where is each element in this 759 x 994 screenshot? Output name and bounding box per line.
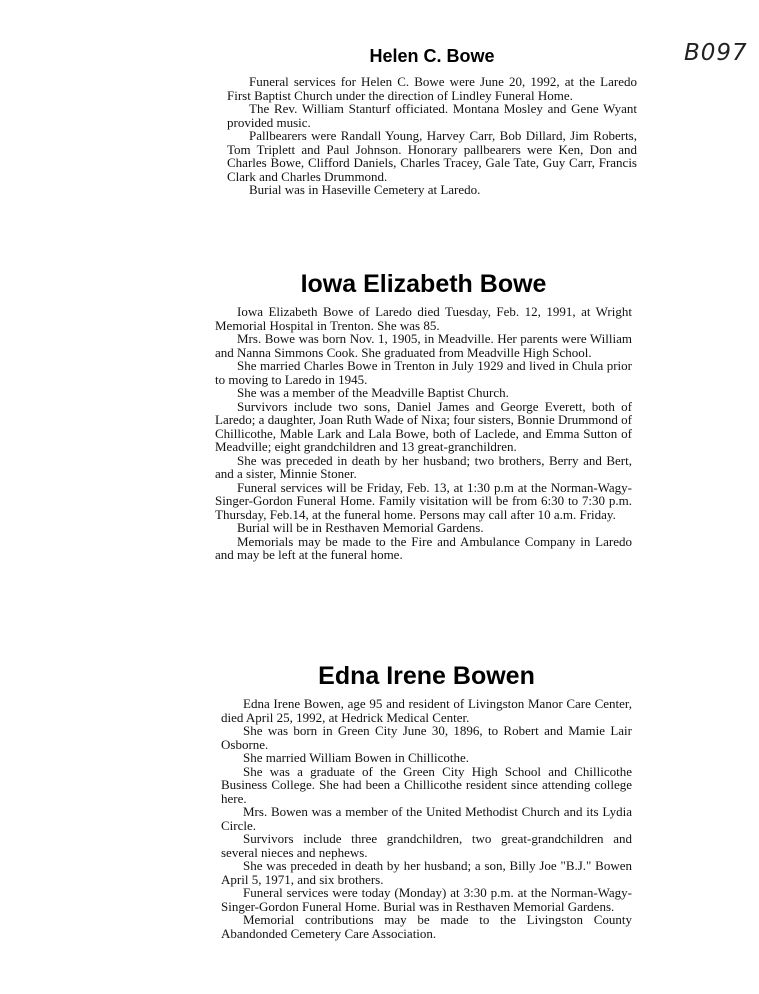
obituary-paragraph: She was preceded in death by her husband; a son, Billy Joe "B.J." Bowen April 5, 1971, and six brothers.	[221, 858, 632, 887]
obituary-iowa-elizabeth-bowe	[215, 270, 632, 562]
obituary-paragraph: Iowa Elizabeth Bowe of Laredo died Tuesday, Feb. 12, 1991, at Wright Memorial Hospital in Trenton. She was 85.	[215, 304, 632, 333]
obituary-title: Edna Irene Bowen	[318, 662, 535, 690]
obituary-paragraph: Survivors include two sons, Daniel James and George Everett, both of Laredo; a daughter, Joan Ruth Wade of Nixa; four sisters, Bonnie Drummond of Chillicothe, Mable Lark and Lala Bowe, both of Laclede, and Emma Sutton of Meadville; eight grandchildren and 13 great-granchildren.	[215, 398, 632, 454]
obituary-helen-c-bowe	[227, 46, 637, 197]
page-id-annotation: B097	[684, 40, 748, 66]
obituary-edna-irene-bowen	[221, 662, 632, 940]
obituary-paragraph: Pallbearers were Randall Young, Harvey Carr, Bob Dillard, Jim Roberts, Tom Triplett and Paul Johnson. Honorary pallbearers were Ken, Don and Charles Bowe, Clifford Daniels, Charles Tracey, Gale Tate, Guy Carr, Francis Clark and Charles Drummond.	[227, 128, 637, 184]
obituary-paragraph: Burial will be in Resthaven Memorial Gardens.	[237, 520, 484, 535]
obituary-paragraph: Survivors include three grandchildren, two great-grandchildren and several nieces and nephews.	[221, 831, 632, 860]
obituary-paragraph: Memorial contributions may be made to the Livingston County Abandonded Cemetery Care Association.	[221, 912, 632, 941]
obituary-paragraph: She was a member of the Meadville Baptist Church.	[237, 385, 509, 400]
obituary-title: Helen C. Bowe	[369, 46, 495, 66]
obituary-paragraph: Edna Irene Bowen, age 95 and resident of Livingston Manor Care Center, died April 25, 1992, at Hedrick Medical Center.	[221, 696, 632, 725]
obituary-paragraph: Mrs. Bowe was born Nov. 1, 1905, in Meadville. Her parents were William and Nanna Simmons Cook. She graduated from Meadville High School.	[215, 331, 632, 360]
obituary-paragraph: Mrs. Bowen was a member of the United Methodist Church and its Lydia Circle.	[221, 804, 632, 833]
obituary-paragraph: Funeral services will be Friday, Feb. 13, at 1:30 p.m at the Norman-Wagy-Singer-Gordon Funeral Home. Family visitation will be from 6:30 to 7:30 p.m. Thursday, Feb.14, at the funeral home. Persons may call after 10 a.m. Friday.	[215, 479, 632, 522]
obituary-paragraph: Funeral services were today (Monday) at 3:30 p.m. at the Norman-Wagy-Singer-Gordon Funeral Home. Burial was in Resthaven Memorial Gardens.	[221, 885, 632, 914]
obituary-paragraph: She married Charles Bowe in Trenton in July 1929 and lived in Chula prior to moving to Laredo in 1945.	[215, 358, 632, 387]
obituary-title: Iowa Elizabeth Bowe	[300, 270, 547, 298]
obituary-paragraph: Memorials may be made to the Fire and Ambulance Company in Laredo and may be left at the funeral home.	[215, 533, 632, 562]
obituary-paragraph: She was preceded in death by her husband; two brothers, Berry and Bert, and a sister, Minnie Stoner.	[215, 452, 632, 481]
obituary-paragraph: She was born in Green City June 30, 1896, to Robert and Mamie Lair Osborne.	[221, 723, 632, 752]
obituary-paragraph: The Rev. William Stanturf officiated. Montana Mosley and Gene Wyant provided music.	[227, 101, 637, 130]
obituary-paragraph: She was a graduate of the Green City High School and Chillicothe Business College. She had been a Chillicothe resident since attending college here.	[221, 763, 632, 806]
obituary-paragraph: Burial was in Haseville Cemetery at Laredo.	[249, 182, 481, 197]
obituary-paragraph: Funeral services for Helen C. Bowe were June 20, 1992, at the Laredo First Baptist Church under the direction of Lindley Funeral Home.	[227, 74, 637, 103]
obituary-paragraph: She married William Bowen in Chillicothe.	[243, 750, 469, 765]
